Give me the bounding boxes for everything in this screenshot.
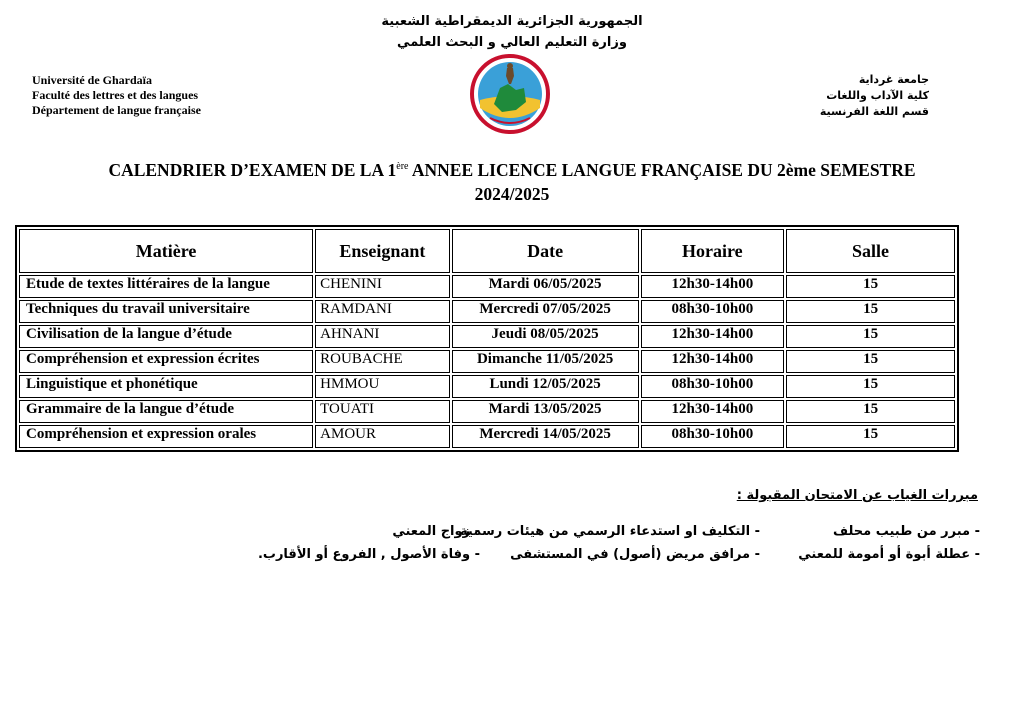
cell-date: Mardi 06/05/2025 bbox=[452, 275, 639, 298]
justification-item: - التكليف او استدعاء الرسمي من هيئات رسمية bbox=[460, 524, 760, 539]
cell-horaire: 12h30-14h00 bbox=[641, 275, 785, 298]
cell-matiere: Linguistique et phonétique bbox=[19, 375, 313, 398]
justification-item: - مرافق مريض (أصول) في المستشفى bbox=[510, 547, 760, 562]
document-year: 2024/2025 bbox=[474, 184, 550, 204]
cell-date: Jeudi 08/05/2025 bbox=[452, 325, 639, 348]
cell-horaire: 12h30-14h00 bbox=[641, 325, 785, 348]
cell-matiere: Etude de textes littéraires de la langue bbox=[19, 275, 313, 298]
document-title bbox=[0, 160, 1024, 181]
cell-salle: 15 bbox=[786, 375, 955, 398]
cell-enseignant: AHNANI bbox=[315, 325, 449, 348]
institution-ar bbox=[820, 72, 929, 120]
institution-fr bbox=[32, 73, 201, 118]
department-name-fr: Département de langue française bbox=[32, 103, 201, 117]
table-row bbox=[19, 350, 955, 373]
cell-date: Mercredi 07/05/2025 bbox=[452, 300, 639, 323]
cell-matiere: Techniques du travail universitaire bbox=[19, 300, 313, 323]
faculty-name-fr: Faculté des lettres et des langues bbox=[32, 88, 199, 102]
cell-date: Mercredi 14/05/2025 bbox=[452, 425, 639, 448]
cell-horaire: 08h30-10h00 bbox=[641, 425, 785, 448]
cell-enseignant: RAMDANI bbox=[315, 300, 449, 323]
cell-horaire: 08h30-10h00 bbox=[641, 300, 785, 323]
cell-horaire: 12h30-14h00 bbox=[641, 350, 785, 373]
cell-salle: 15 bbox=[786, 325, 955, 348]
title-prefix: CALENDRIER D’EXAMEN DE LA 1 bbox=[108, 160, 397, 180]
ministry-line-2: وزارة التعليم العالي و البحث العلمي bbox=[397, 35, 627, 50]
university-name-ar: جامعة غرداية bbox=[858, 73, 929, 86]
table-row bbox=[19, 425, 955, 448]
cell-salle: 15 bbox=[786, 300, 955, 323]
table-row bbox=[19, 375, 955, 398]
table-row bbox=[19, 275, 955, 298]
cell-enseignant: HMMOU bbox=[315, 375, 449, 398]
cell-date: Mardi 13/05/2025 bbox=[452, 400, 639, 423]
cell-salle: 15 bbox=[786, 400, 955, 423]
table-row bbox=[19, 400, 955, 423]
table-row bbox=[19, 325, 955, 348]
cell-enseignant: AMOUR bbox=[315, 425, 449, 448]
cell-salle: 15 bbox=[786, 425, 955, 448]
exam-schedule-table bbox=[15, 225, 959, 452]
university-logo bbox=[470, 54, 550, 134]
cell-horaire: 08h30-10h00 bbox=[641, 375, 785, 398]
cell-salle: 15 bbox=[786, 275, 955, 298]
justification-item: - وفاة الأصول , الفروع أو الأقارب. bbox=[257, 547, 480, 562]
cell-matiere: Compréhension et expression orales bbox=[19, 425, 313, 448]
header-salle: Salle bbox=[786, 229, 955, 273]
cell-matiere: Civilisation de la langue d’étude bbox=[19, 325, 313, 348]
faculty-name-ar: كلية الآداب واللغات bbox=[826, 89, 929, 102]
cell-matiere: Compréhension et expression écrites bbox=[19, 350, 313, 373]
justification-item: - مبرر من طبيب محلف bbox=[833, 524, 980, 539]
cell-matiere: Grammaire de la langue d’étude bbox=[19, 400, 313, 423]
cell-date: Dimanche 11/05/2025 bbox=[452, 350, 639, 373]
university-name-fr: Université de Ghardaïa bbox=[32, 73, 152, 87]
cell-salle: 15 bbox=[786, 350, 955, 373]
header-horaire: Horaire bbox=[641, 229, 785, 273]
table-header-row bbox=[19, 229, 955, 273]
cell-enseignant: CHENINI bbox=[315, 275, 449, 298]
cell-enseignant: TOUATI bbox=[315, 400, 449, 423]
table-row bbox=[19, 300, 955, 323]
cell-enseignant: ROUBACHE bbox=[315, 350, 449, 373]
justifications-title: مبررات الغياب عن الامتحان المقبولة : bbox=[736, 488, 978, 503]
header-date: Date bbox=[452, 229, 639, 273]
cell-horaire: 12h30-14h00 bbox=[641, 400, 785, 423]
cell-date: Lundi 12/05/2025 bbox=[452, 375, 639, 398]
title-ordinal-superscript: ère bbox=[396, 161, 409, 173]
header-enseignant: Enseignant bbox=[315, 229, 449, 273]
header-matiere: Matière bbox=[19, 229, 313, 273]
ministry-line-1: الجمهورية الجزائرية الديمقراطية الشعبية bbox=[381, 14, 643, 29]
department-name-ar: قسم اللغة الفرنسية bbox=[819, 105, 929, 118]
justification-item: - زواج المعني bbox=[392, 524, 480, 539]
title-suffix: ANNEE LICENCE LANGUE FRANÇAISE DU 2ème SEMESTRE bbox=[408, 160, 916, 180]
justification-item: - عطلة أبوة أو أمومة للمعني bbox=[798, 547, 980, 562]
